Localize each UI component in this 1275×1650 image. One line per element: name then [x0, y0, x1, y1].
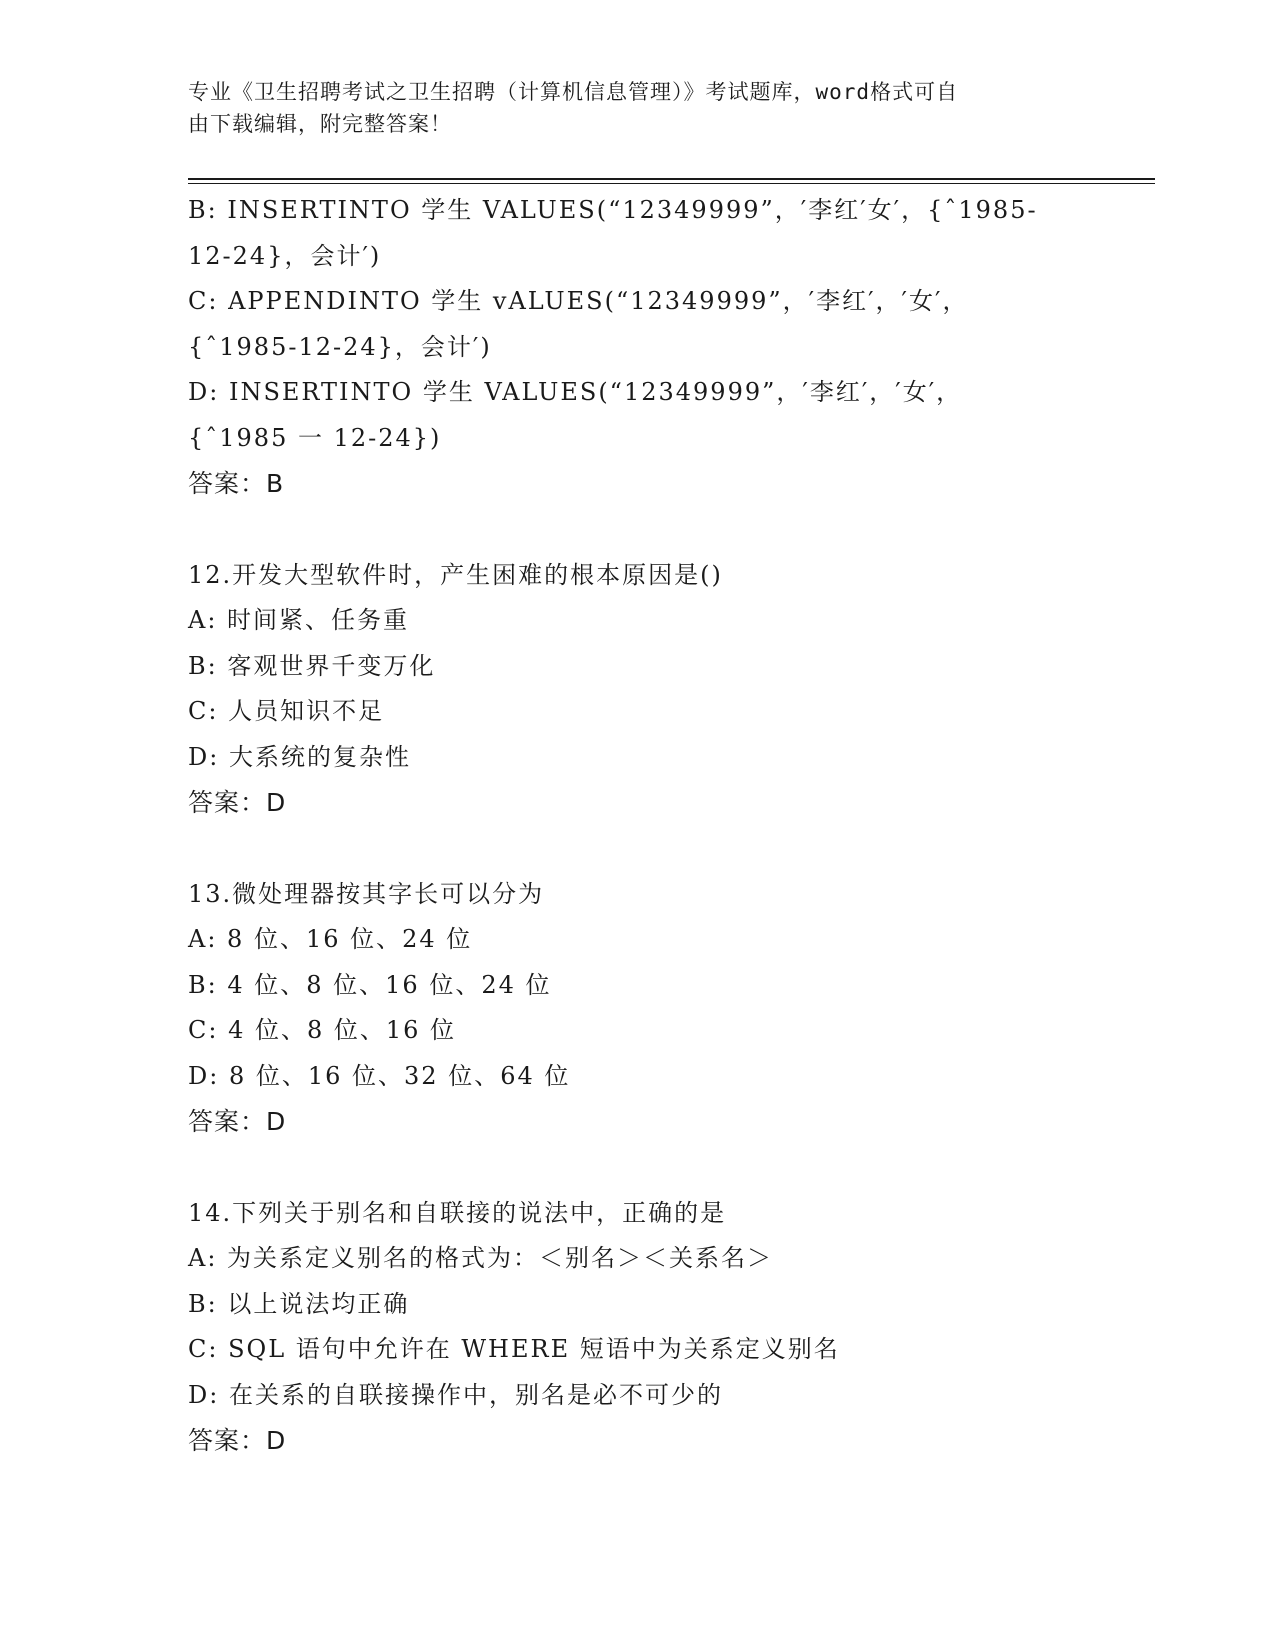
page-header: [188, 76, 1068, 140]
option-c-line-1: C: APPENDINTO 学生 vALUES(“12349999”，′李红′，′女′，: [188, 287, 969, 315]
option-b: B: 以上说法均正确: [188, 1289, 410, 1318]
question-12: [188, 553, 1148, 826]
header-rule-thin: [188, 183, 1155, 184]
header-rule-thick: [188, 178, 1155, 180]
question-spacer: [188, 826, 1148, 872]
header-line-2: 由下载编辑，附完整答案！: [188, 112, 452, 136]
answer: 答案：B: [188, 469, 285, 498]
question-list: [188, 188, 1148, 1464]
question-spacer: [188, 1145, 1148, 1191]
question-text: 12.开发大型软件时，产生困难的根本原因是(): [188, 560, 723, 589]
question-text: 14.下列关于别名和自联接的说法中，正确的是: [188, 1198, 727, 1227]
option-d: D: 大系统的复杂性: [188, 742, 411, 771]
header-line-1: 专业《卫生招聘考试之卫生招聘（计算机信息管理）》考试题库，word格式可自: [188, 80, 959, 104]
option-b-line-2: 12-24}，会计′): [188, 241, 382, 270]
option-a: A: 时间紧、任务重: [188, 606, 410, 634]
option-a: A: 8 位、16 位、24 位: [188, 925, 473, 953]
option-d-line-2: {ˆ1985 一 12-24}): [188, 423, 442, 452]
answer: 答案：D: [188, 1426, 287, 1455]
option-c-line-2: {ˆ1985-12-24}，会计′): [188, 332, 492, 361]
option-b: B: 客观世界千变万化: [188, 651, 436, 680]
option-d: D: 8 位、16 位、32 位、64 位: [188, 1061, 571, 1090]
option-b: B: 4 位、8 位、16 位、24 位: [188, 970, 552, 999]
option-c: C: SQL 语句中允许在 WHERE 短语中为关系定义别名: [188, 1335, 840, 1363]
option-d: D: 在关系的自联接操作中，别名是必不可少的: [188, 1380, 723, 1409]
option-c: C: 4 位、8 位、16 位: [188, 1016, 457, 1044]
question-text: 13.微处理器按其字长可以分为: [188, 879, 545, 908]
question-11: [188, 188, 1148, 507]
option-c: C: 人员知识不足: [188, 697, 385, 725]
option-d-line-1: D: INSERTINTO 学生 VALUES(“12349999”，′李红′，′女′，: [188, 378, 963, 406]
answer: 答案：D: [188, 788, 287, 817]
option-a: A: 为关系定义别名的格式为：＜别名＞＜关系名＞: [188, 1244, 774, 1272]
answer: 答案：D: [188, 1107, 287, 1136]
question-13: [188, 872, 1148, 1145]
option-b-line-1: B: INSERTINTO 学生 VALUES(“12349999”，′李红′女′，{ˆ1985-: [188, 196, 1038, 224]
question-14: [188, 1191, 1148, 1464]
question-spacer: [188, 507, 1148, 553]
